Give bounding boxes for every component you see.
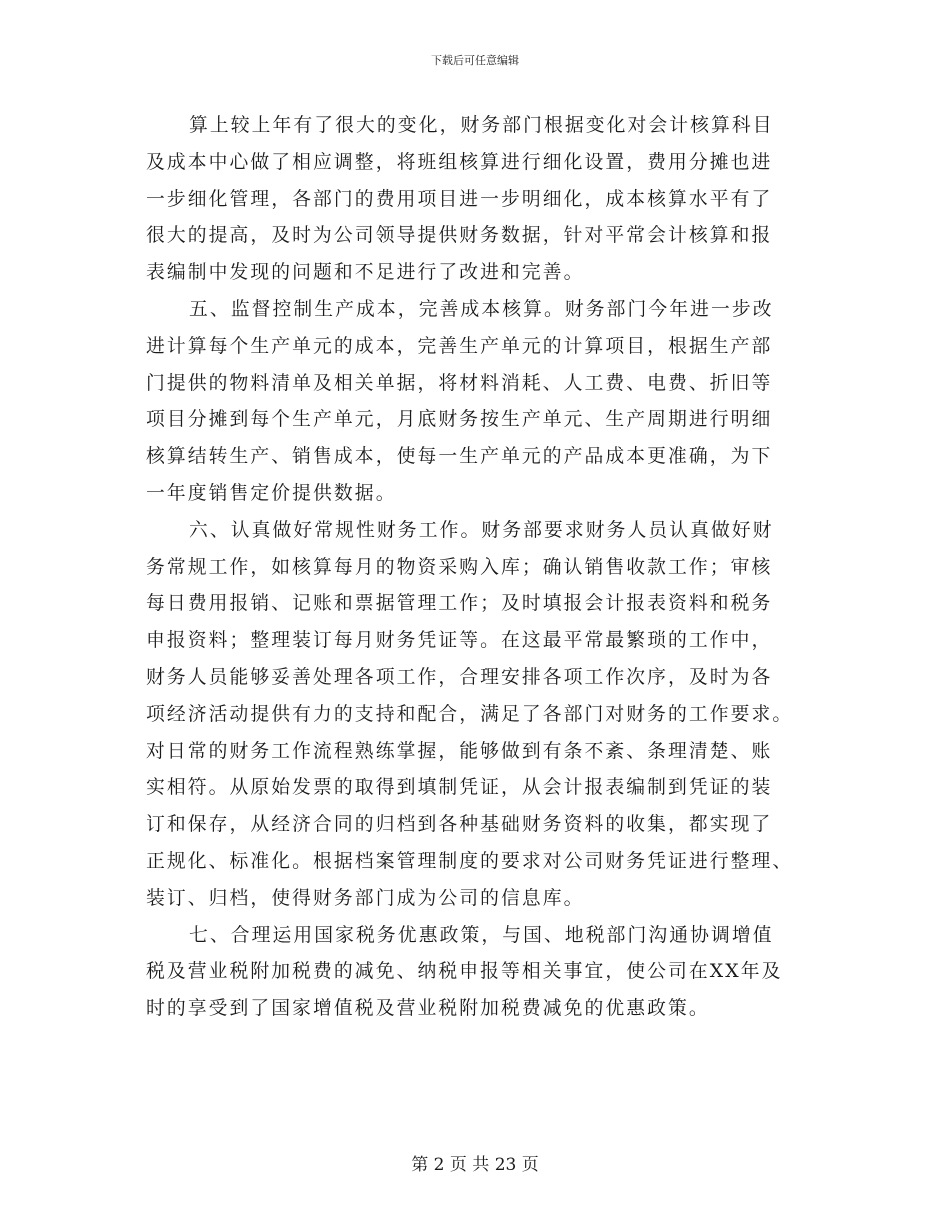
page-header: 下载后可任意编辑: [431, 54, 519, 67]
text-line: 表编制中发现的问题和不足进行了改进和完善。: [146, 262, 585, 284]
text-line: 对日常的财务工作流程熟练掌握，能够做到有条不紊、条理清楚、账: [146, 740, 773, 762]
text-line: 一年度销售定价提供数据。: [146, 482, 397, 504]
text-line: 一步细化管理，各部门的费用项目进一步明细化，成本核算水平有了: [146, 188, 773, 210]
text-line: 装订、归档，使得财务部门成为公司的信息库。: [146, 887, 585, 909]
text-line: 实相符。从原始发票的取得到填制凭证，从会计报表编制到凭证的装: [146, 777, 773, 799]
text-line: 正规化、标准化。根据档案管理制度的要求对公司财务凭证进行整理、: [146, 850, 794, 872]
text-line: 核算结转生产、销售成本，使每一生产单元的产品成本更准确，为下: [146, 446, 773, 468]
text-line: 及成本中心做了相应调整，将班组核算进行细化设置，费用分摊也进: [146, 151, 773, 173]
text-line: 申报资料；整理装订每月财务凭证等。在这最平常最繁琐的工作中，: [146, 630, 773, 652]
text-line: 算上较上年有了很大的变化，财务部门根据变化对会计核算科目: [189, 115, 774, 136]
text-line: 财务人员能够妥善处理各项工作，合理安排各项工作次序，及时为各: [146, 666, 773, 688]
text-line: 项经济活动提供有力的支持和配合，满足了各部门对财务的工作要求。: [146, 703, 794, 725]
text-line: 六、认真做好常规性财务工作。财务部要求财务人员认真做好财: [189, 519, 774, 541]
text-line: 时的享受到了国家增值税及营业税附加税费减免的优惠政策。: [146, 998, 710, 1020]
text-line: 五、监督控制生产成本，完善成本核算。财务部门今年进一步改: [189, 298, 774, 320]
text-line: 很大的提高，及时为公司领导提供财务数据，针对平常会计核算和报: [146, 225, 773, 247]
text-line: 每日费用报销、记账和票据管理工作；及时填报会计报表资料和税务: [146, 593, 773, 615]
text-line: 订和保存，从经济合同的归档到各种基础财务资料的收集，都实现了: [146, 814, 773, 836]
page-number-footer: 第 2 页 共 23 页: [411, 1155, 539, 1175]
text-line: 进计算每个生产单元的成本，完善生产单元的计算项目，根据生产部: [146, 335, 773, 357]
text-line: 七、合理运用国家税务优惠政策，与国、地税部门沟通协调增值: [189, 924, 774, 946]
text-line: 务常规工作，如核算每月的物资采购入库；确认销售收款工作；审核: [146, 556, 773, 578]
document-body: [146, 108, 808, 1028]
text-line: 项目分摊到每个生产单元，月底财务按生产单元、生产周期进行明细: [146, 409, 773, 431]
text-line: 门提供的物料清单及相关单据，将材料消耗、人工费、电费、折旧等: [146, 372, 773, 394]
text-line: 税及营业税附加税费的减免、纳税申报等相关事宜，使公司在XX年及: [146, 961, 783, 983]
